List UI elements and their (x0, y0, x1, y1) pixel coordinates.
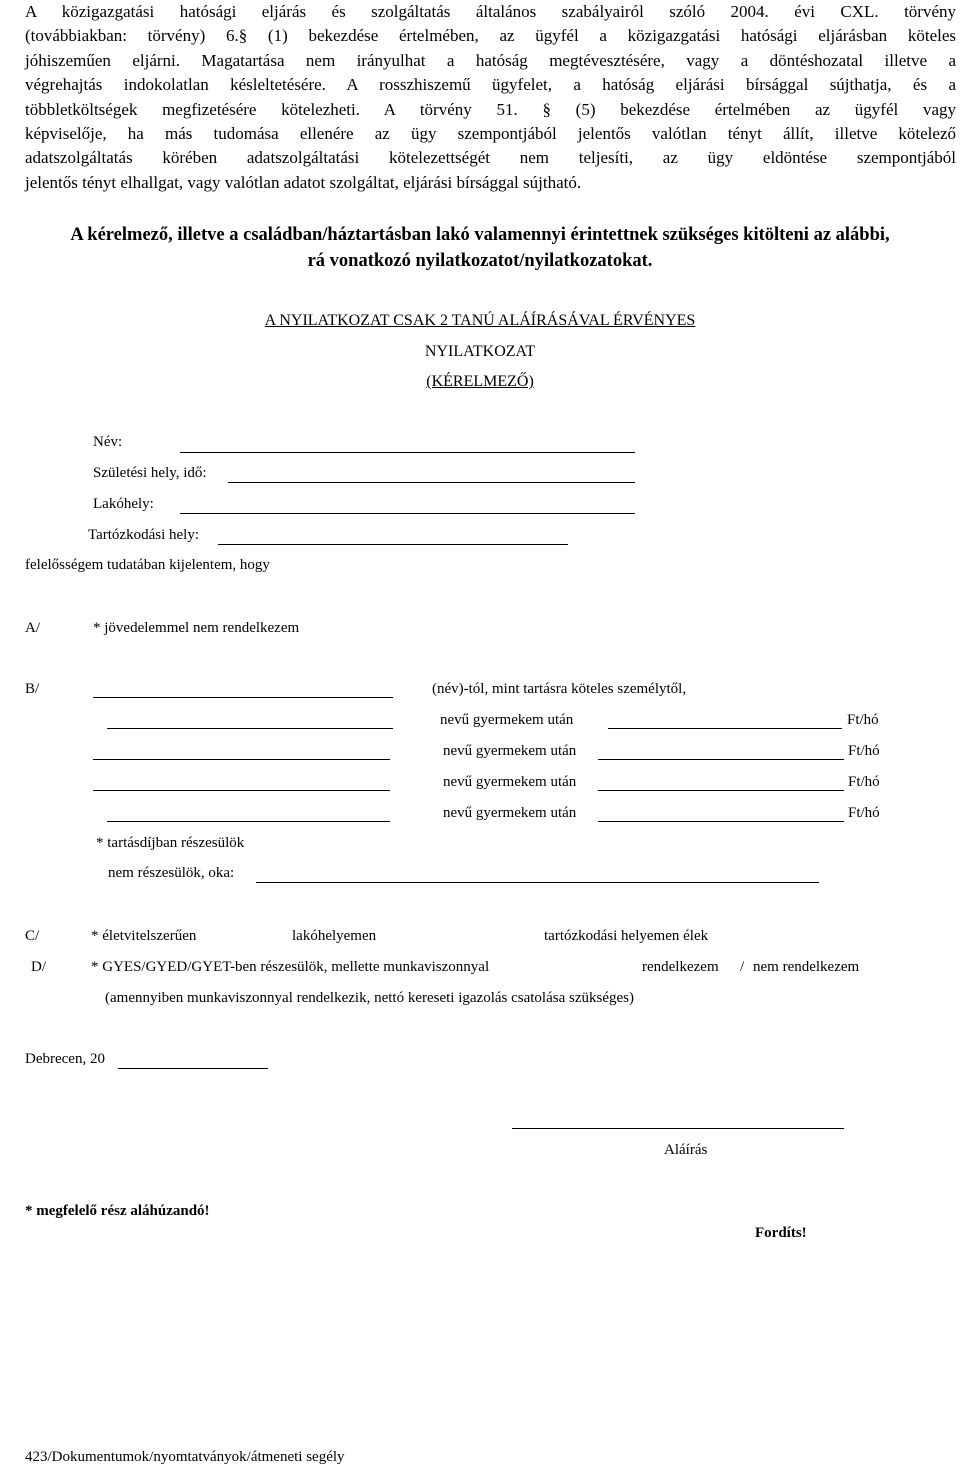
form-title: NYILATKOZAT (424, 343, 536, 360)
residence-option[interactable]: lakóhelyemen (292, 928, 377, 944)
child-amount-field[interactable] (598, 790, 844, 791)
legal-notice-line: jelentős tényt elhallgat, vagy valótlan adatot szolgáltat, eljárási bírsággal sújtható. (25, 172, 582, 192)
amount-unit: Ft/hó (848, 743, 880, 759)
child-name-field[interactable] (107, 821, 390, 822)
section-d-marker: D/ (31, 959, 46, 975)
underline-note: * megfelelő rész aláhúzandó! (25, 1203, 210, 1219)
habitual-residence-text: * életvitelszerűen (91, 928, 197, 944)
legal-notice-line: többletköltségek megfizetésére kötelezheti. A törvény 51. § (5) bekezdése értelmében az ügyfél vagy (25, 99, 956, 119)
section-a-marker: A/ (25, 620, 40, 636)
instruction-line-2: rá vonatkozó nyilatkozatot/nyilatkozatokat. (307, 251, 653, 271)
residence-field[interactable] (180, 513, 635, 514)
receives-alimony-option[interactable]: * tartásdíjban részesülök (96, 835, 245, 851)
employed-option[interactable]: rendelkezem (642, 959, 719, 975)
no-alimony-option[interactable]: nem részesülök, oka: (108, 865, 235, 881)
income-certificate-note: (amennyiben munkaviszonnyal rendelkezik, nettó kereseti igazolás csatolása szükséges) (105, 990, 634, 1006)
place-date-label: Debrecen, 20 (25, 1051, 105, 1067)
child-label: nevű gyermekem után (443, 774, 577, 790)
validity-heading: A NYILATKOZAT CSAK 2 TANÚ ALÁÍRÁSÁVAL ÉRVÉNYES (264, 312, 696, 329)
stay-option[interactable]: tartózkodási helyemen élek (544, 928, 709, 944)
name-field[interactable] (180, 452, 635, 453)
option-separator: / (740, 959, 745, 975)
gyes-text: * GYES/GYED/GYET-ben részesülök, mellette munkaviszonnyal (91, 959, 490, 975)
legal-notice-line: A közigazgatási hatósági eljárás és szolgáltatás általános szabályairól szóló 2004. évi CXL. törvény (25, 2, 956, 21)
section-b-marker: B/ (25, 681, 40, 697)
obligor-label: (név)-tól, mint tartásra köteles személytől, (432, 681, 687, 697)
turn-over-note: Fordíts! (755, 1225, 807, 1241)
name-label: Név: (93, 434, 123, 450)
stay-field[interactable] (218, 544, 568, 545)
declaration-text: felelősségem tudatában kijelentem, hogy (25, 557, 270, 573)
instruction-line-1: A kérelmező, illetve a családban/háztartásban lakó valamennyi érintettnek szükséges kitölteni az alábbi, (70, 225, 890, 245)
child-label: nevű gyermekem után (443, 743, 577, 759)
birth-field[interactable] (228, 482, 635, 483)
date-field[interactable] (118, 1068, 268, 1069)
stay-label: Tartózkodási hely: (88, 527, 199, 543)
residence-label: Lakóhely: (93, 496, 154, 512)
legal-notice-line: jóhiszeműen eljárni. Magatartása nem irányulhat a hatóság megtévesztésére, vagy a döntéshozatal illetve a (25, 50, 956, 70)
no-alimony-reason-field[interactable] (256, 882, 819, 883)
child-label: nevű gyermekem után (443, 805, 577, 821)
child-name-field[interactable] (93, 790, 390, 791)
legal-notice-paragraph (25, 0, 956, 195)
legal-notice-line: adatszolgáltatás körében adatszolgáltatási kötelezettségét nem teljesíti, az ügy eldöntése szempontjából (25, 148, 956, 168)
amount-unit: Ft/hó (847, 712, 879, 728)
legal-notice-line: (továbbiakban: törvény) 6.§ (1) bekezdése értelmében, az ügyfél a közigazgatási hatósági eljárásban köteles (25, 26, 956, 46)
child-name-field[interactable] (93, 759, 390, 760)
signature-field[interactable] (512, 1128, 844, 1129)
form-subtitle: (KÉRELMEZŐ) (426, 373, 534, 390)
obligor-name-field[interactable] (93, 697, 393, 698)
child-amount-field[interactable] (598, 759, 844, 760)
amount-unit: Ft/hó (848, 805, 880, 821)
not-employed-option[interactable]: nem rendelkezem (753, 959, 860, 975)
no-income-option[interactable]: * jövedelemmel nem rendelkezem (93, 620, 300, 636)
child-amount-field[interactable] (598, 821, 844, 822)
amount-unit: Ft/hó (848, 774, 880, 790)
legal-notice-line: képviselője, ha más tudomása ellenére az ügy szempontjából jelentős valótlan tényt állít, illetve kötelező (25, 123, 956, 143)
signature-label: Aláírás (664, 1142, 708, 1158)
section-c-marker: C/ (25, 928, 40, 944)
child-label: nevű gyermekem után (440, 712, 574, 728)
birth-label: Születési hely, idő: (93, 465, 207, 481)
legal-notice-line: végrehajtás indokolatlan késleltetésére. A rosszhiszemű ügyfelet, a hatóság eljárási bírsággal sújthatja, és a (25, 75, 956, 95)
document-path: 423/Dokumentumok/nyomtatványok/átmeneti segély (25, 1449, 345, 1465)
child-amount-field[interactable] (608, 728, 842, 729)
child-name-field[interactable] (107, 728, 393, 729)
